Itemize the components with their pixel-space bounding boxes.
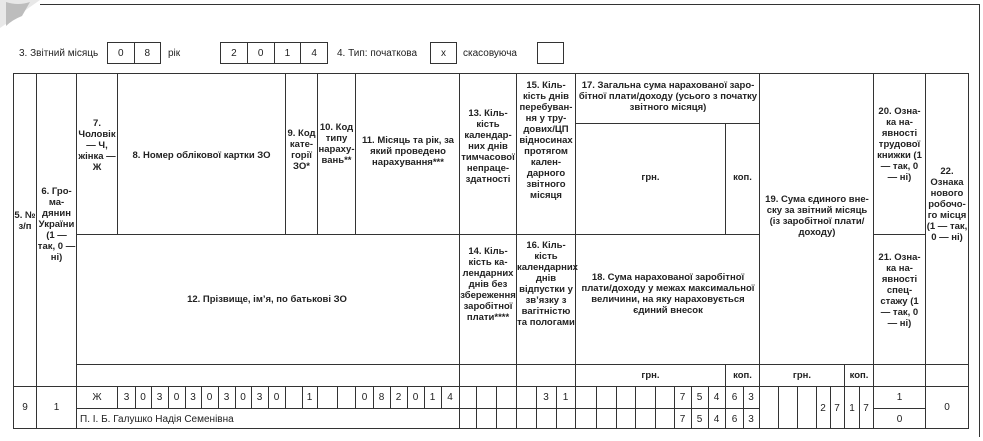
card-digit: 0	[140, 392, 146, 403]
total-grn-digit: 6	[731, 392, 738, 403]
type-initial-mark: х	[441, 47, 446, 59]
card-digit: 0	[206, 392, 213, 403]
limited-grn-digit: 5	[696, 414, 703, 425]
col-18-header: 18. Сума нарахованої заробітної плати/доходу у межах максимальної величини, на яку нараховується єдиний внесок	[581, 272, 755, 316]
row-gender: Ж	[92, 392, 102, 403]
row-new-job: 0	[944, 402, 950, 413]
type-cancel-label: скасовуюча	[463, 48, 517, 59]
month-digit: 8	[144, 47, 151, 59]
col-14-header: 14. Кількість календарних днів без збереження заробітної плати****	[460, 246, 516, 323]
year-digit: 4	[311, 47, 317, 59]
month-digit: 0	[108, 43, 135, 63]
esv-grn-digit: 1	[849, 403, 855, 414]
col-19-grn-header: грн.	[792, 370, 812, 381]
report-month-label: 3. Звітний місяць	[19, 48, 99, 59]
col-18-grn-header: грн.	[641, 370, 660, 381]
card-digit: 3	[223, 392, 230, 403]
period-digit: 2	[395, 392, 402, 403]
row-category: 1	[306, 392, 313, 403]
year-digit: 1	[275, 43, 302, 63]
card-digit: 0	[240, 392, 246, 403]
col-16-header: 16. Кількість календарних днів відпустки у зв’язку з вагітністю та пологами	[517, 240, 578, 328]
employment-days-digit: 1	[562, 392, 569, 403]
col-9-header: 9. Код категорії ЗО*	[287, 128, 316, 172]
col-21-header: 21. Ознака наявності спецстажу (1 — так, 0 — ні)	[878, 252, 921, 329]
total-grn-digit: 5	[696, 392, 703, 403]
card-digit: 0	[273, 392, 280, 403]
row-fio: П. І. Б. Галушко Надія Семенівна	[80, 414, 234, 425]
limited-kop: 3	[748, 414, 754, 425]
row-citizen: 1	[53, 402, 60, 413]
col-8-header: 8. Номер облікової картки ЗО	[132, 150, 271, 161]
col-13-header: 13. Кількість календарних днів тимчасової непрацездатності	[461, 108, 515, 185]
limited-grn-digit: 6	[731, 414, 738, 425]
period-digit: 4	[447, 392, 453, 403]
card-digit: 3	[156, 392, 163, 403]
col-17-header: 17. Загальна сума нарахованої заробітної плати/доходу (усього з початку звітного місяця)	[578, 80, 758, 113]
col-20-header: 20. Ознака наявності трудової книжки (1 — так, 0 — ні)	[877, 106, 922, 183]
employment-days-digit: 3	[543, 392, 549, 403]
col-5-header: 5. № з/п	[14, 210, 36, 232]
total-grn-digit: 4	[713, 392, 720, 403]
card-digit: 3	[256, 392, 263, 403]
limited-grn-digit: 4	[713, 414, 720, 425]
period-digit: 1	[429, 392, 436, 403]
period-digit: 8	[378, 392, 385, 403]
card-digit: 0	[173, 392, 180, 403]
col-18-kop-header: коп.	[733, 370, 752, 381]
col-7-header: 7. Чоловік — Ч, жінка — Ж	[78, 118, 116, 173]
esv-grn-digit: 7	[834, 403, 840, 414]
total-kop: 3	[748, 392, 754, 403]
col-19-header: 19. Сума єдиного внеску за звітний місяць (із заробітної плати/ доходу)	[765, 194, 869, 238]
col-10-header: 10. Код типу нарахувань**	[318, 122, 355, 166]
col-17-grn-header: грн.	[641, 172, 660, 183]
esv-kop: 7	[863, 403, 869, 414]
col-12-header: 12. Прізвище, ім’я, по батькові ЗО	[187, 294, 347, 305]
col-15-header: 15. Кількість днів перебування у трудових/ЦП відносинах протягом календарного звітного місяця	[519, 80, 573, 201]
period-digit: 0	[361, 392, 368, 403]
year-digit: 0	[248, 43, 275, 63]
card-digit: 3	[123, 392, 130, 403]
col-11-header: 11. Місяць та рік, за який проведено нарахування***	[362, 135, 454, 168]
row-workbook: 1	[896, 392, 903, 403]
col-19-kop-header: коп.	[849, 370, 869, 381]
type-label: 4. Тип: початкова	[337, 48, 418, 59]
year-label: рік	[168, 48, 181, 59]
period-digit: 0	[412, 392, 419, 403]
esv-grn-digit: 2	[820, 403, 826, 414]
year-digit: 2	[221, 43, 248, 63]
card-digit: 3	[190, 392, 196, 403]
col-22-header: 22. Ознака нового робочого місця (1 — так, 0 — ні)	[926, 166, 968, 243]
col-17-kop-header: коп.	[733, 172, 752, 183]
total-grn-digit: 7	[679, 392, 686, 403]
col-6-header: 6. Громадянин України (1 — так, 0 — ні)	[37, 186, 76, 263]
row-number: 9	[22, 402, 28, 413]
row-special-exp: 0	[896, 414, 903, 425]
limited-grn-digit: 7	[679, 414, 686, 425]
